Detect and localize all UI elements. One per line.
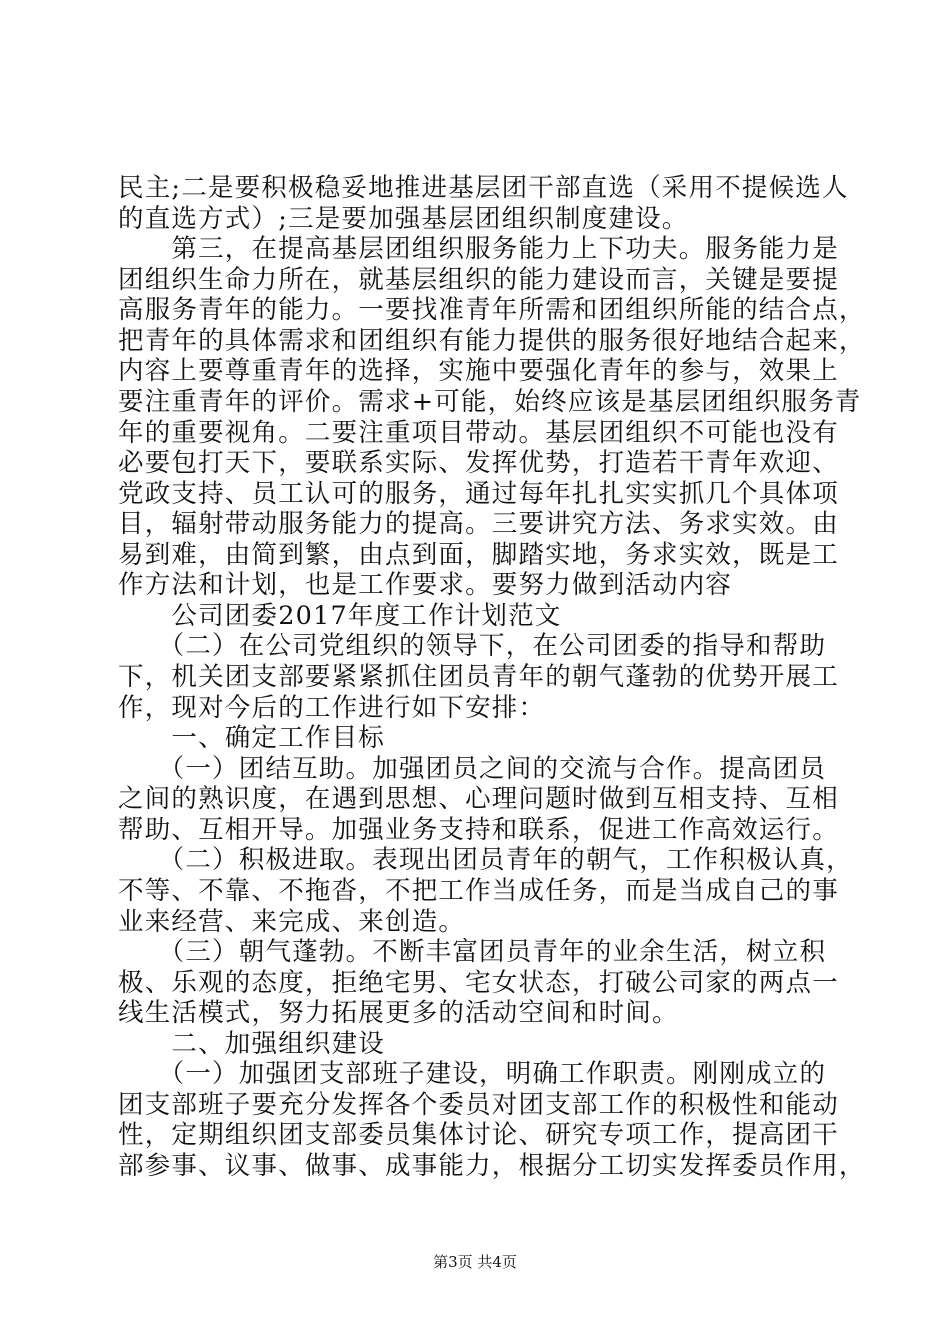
text-line: 作方法和计划，也是工作要求。要努力做到活动内容 <box>118 570 733 600</box>
text-line: 目，辐射带动服务能力的提高。三要讲究方法、务求实效。由 <box>118 509 839 539</box>
text-line: 作，现对今后的工作进行如下安排： <box>118 693 546 723</box>
text-line: 易到难，由简到繁，由点到面，脚踏实地，务求实效，既是工 <box>118 540 839 570</box>
text-line: （三）朝气蓬勃。不断丰富团员青年的业余生活，树立积 <box>118 937 827 967</box>
text-line: 部参事、议事、做事、成事能力，根据分工切实发挥委员作用， <box>118 1151 866 1181</box>
text-line: 年的重要视角。二要注重项目带动。基层团组织不可能也没有 <box>118 418 839 448</box>
text-line: 性，定期组织团支部委员集体讨论、研究专项工作，提高团干 <box>118 1120 839 1150</box>
text-line: （一）加强团支部班子建设，明确工作职责。刚刚成立的 <box>118 1059 827 1089</box>
text-line: 团支部班子要充分发挥各个委员对团支部工作的积极性和能动 <box>118 1090 839 1120</box>
text-line: 把青年的具体需求和团组织有能力提供的服务很好地结合起来， <box>118 326 866 356</box>
text-line: 帮助、互相开导。加强业务支持和联系，促进工作高效运行。 <box>118 815 839 845</box>
text-line: 内容上要尊重青年的选择，实施中要强化青年的参与，效果上 <box>118 356 839 386</box>
text-line: 团组织生命力所在，就基层组织的能力建设而言，关键是要提 <box>118 265 839 295</box>
text-line: 第三，在提高基层团组织服务能力上下功夫。服务能力是 <box>118 234 839 264</box>
text-line: 不等、不靠、不拖沓，不把工作当成任务，而是当成自己的事 <box>118 876 839 906</box>
text-line: 民主;二是要积极稳妥地推进基层团干部直选（采用不提候选人 <box>118 173 849 203</box>
text-line: （一）团结互助。加强团员之间的交流与合作。提高团员 <box>118 754 827 784</box>
text-line: 之间的熟识度，在遇到思想、心理问题时做到互相支持、互相 <box>118 784 839 814</box>
text-line: 高服务青年的能力。一要找准青年所需和团组织所能的结合点， <box>118 295 866 325</box>
text-line: 极、乐观的态度，拒绝宅男、宅女状态，打破公司家的两点一 <box>118 968 839 998</box>
heading-line: 二、加强组织建设 <box>118 1029 386 1059</box>
text-line: 的直选方式）;三是要加强基层团组织制度建设。 <box>118 204 689 234</box>
text-line: （二）积极进取。表现出团员青年的朝气，工作积极认真， <box>118 845 853 875</box>
section-title: 公司团委2017年度工作计划范文 <box>118 601 562 631</box>
text-line: 下，机关团支部要紧紧抓住团员青年的朝气蓬勃的优势开展工 <box>118 662 839 692</box>
text-line: （二）在公司党组织的领导下，在公司团委的指导和帮助 <box>118 631 827 661</box>
text-line: 党政支持、员工认可的服务，通过每年扎扎实实抓几个具体项 <box>118 479 839 509</box>
text-line: 业来经营、来完成、来创造。 <box>118 907 466 937</box>
text-line: 线生活模式，努力拓展更多的活动空间和时间。 <box>118 998 679 1028</box>
text-line: 必要包打天下，要联系实际、发挥优势，打造若干青年欢迎、 <box>118 448 839 478</box>
text-line: 要注重青年的评价。需求+可能，始终应该是基层团组织服务青 <box>118 387 862 417</box>
page-footer: 第3页 共4页 <box>433 1253 517 1271</box>
heading-line: 一、确定工作目标 <box>118 723 386 753</box>
